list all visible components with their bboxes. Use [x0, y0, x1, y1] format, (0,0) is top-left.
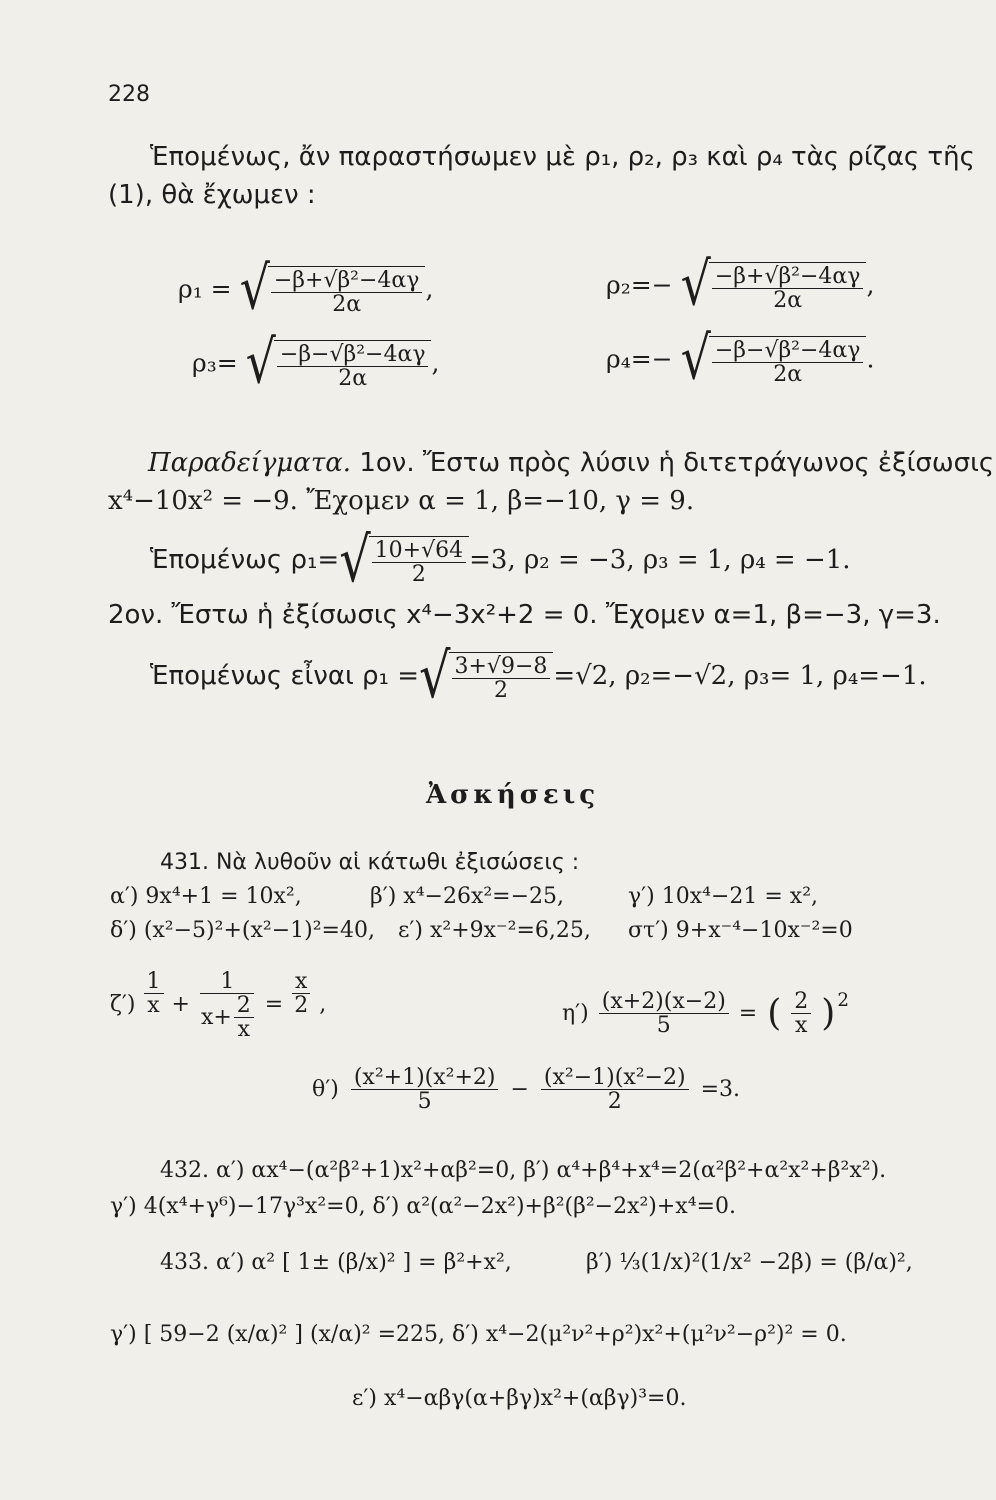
zeta-frac2-num: 1: [200, 970, 254, 994]
root-rho3: [192, 328, 440, 398]
rho2-radical: √ $\frac{\text{−β+√β²−4αγ}}{2\alpha}$: [681, 262, 867, 312]
example2-result-suffix: =√2, ρ₂=−√2, ρ₃= 1, ρ₄=−1.: [553, 661, 927, 692]
intro-line-2: (1), θὰ ἔχωμεν :: [108, 180, 316, 210]
example2-denominator: 2: [493, 678, 508, 704]
zeta-frac2-den: [198, 994, 257, 1041]
example2-result: [150, 639, 927, 712]
zeta-plus: +: [171, 992, 190, 1017]
example2-numerator: 3+√9−8: [452, 655, 551, 679]
zeta-inner-frac: [234, 994, 254, 1041]
rho2-fraction: [712, 265, 864, 312]
rho4-denominator: 2α: [773, 362, 803, 388]
example1-result-prefix: Ἑπομένως ρ₁=: [150, 545, 340, 576]
ex431-theta: [312, 1066, 740, 1113]
rho1-comma: ,: [425, 274, 434, 304]
rho3-comma: ,: [431, 348, 440, 378]
theta-frac1-den: 5: [417, 1089, 432, 1115]
example2-fraction: [452, 655, 551, 702]
zeta-frac1: [144, 970, 164, 1017]
eta-num: (x+2)(x−2): [599, 990, 729, 1014]
root-rho2: [606, 250, 875, 320]
zeta-frac3: [291, 970, 311, 1017]
example2-line: 2ον. Ἔστω ἡ ἐξίσωσις x⁴−3x²+2 = 0. Ἔχομεν α=1, β=−3, γ=3.: [108, 600, 941, 630]
ex433-b: β′) ⅓(1/x)²(1/x² −2β) = (β/α)²,: [586, 1250, 913, 1275]
eta-frac: [599, 990, 729, 1037]
rho4-label: ρ₄=−: [606, 344, 673, 374]
eta-eq: =: [738, 1001, 758, 1027]
example2-result-prefix: Ἑπομένως εἶναι ρ₁ =: [150, 661, 420, 692]
ex433-e: ε′) x⁴−αβγ(α+βγ)x²+(αβγ)³=0.: [352, 1386, 687, 1411]
rho2-label: ρ₂=−: [606, 270, 673, 300]
example1-result: [150, 523, 851, 596]
rho1-radical: √ $\frac{\text{−β+√β²−4αγ}}{2\alpha}$: [240, 266, 426, 316]
intro-line-1: Ἑπομένως, ἄν παραστήσωμεν μὲ ρ₁, ρ₂, ρ₃ καὶ ρ₄ τὰς ρίζας τῆς: [150, 142, 975, 172]
ex431-d: δ′) (x²−5)²+(x²−1)²=40,: [110, 918, 375, 943]
ex431-a: α′) 9x⁴+1 = 10x²,: [110, 884, 302, 909]
rho3-denominator: 2α: [338, 366, 368, 392]
root-rho4: [606, 324, 875, 394]
theta-frac1-num: (x²+1)(x²+2): [351, 1066, 499, 1090]
examples-heading: Παραδείγματα.: [148, 448, 352, 478]
zeta-eq: =: [264, 992, 284, 1017]
ex431-st: στ′) 9+x⁻⁴−10x⁻²=0: [628, 918, 853, 943]
ex433-a: 433. α′) α² [ 1± (β/x)² ] = β²+x²,: [160, 1250, 512, 1275]
rho3-label: ρ₃=: [192, 348, 238, 378]
page-number: 228: [108, 82, 150, 107]
zeta-frac3-num: x: [292, 970, 310, 994]
eta-paren-close: ): [821, 993, 836, 1035]
zeta-frac1-den: x: [147, 993, 160, 1019]
root-rho1: [178, 254, 434, 324]
eta-frac2-num: 2: [791, 990, 811, 1014]
theta-label: θ′): [312, 1077, 339, 1103]
ex432-line-1: 432. α′) αx⁴−(α²β²+1)x²+αβ²=0, β′) α⁴+β⁴+x⁴=2(α²β²+α²x²+β²x²).: [160, 1158, 887, 1183]
example2-radical: √ $\frac{3+√9-8}{2}$: [419, 652, 553, 702]
ex432-line-2: γ′) 4(x⁴+γ⁶)−17γ³x²=0, δ′) α²(α²−2x²)+β²(β²−2x²)+x⁴=0.: [110, 1194, 736, 1219]
example1-fraction: [372, 539, 466, 586]
ex431-c: γ′) 10x⁴−21 = x²,: [628, 884, 819, 909]
zeta-comma: ,: [319, 992, 327, 1017]
rho1-numerator: −β+√β²−4αγ: [271, 269, 423, 293]
rho4-numerator: −β−√β²−4αγ: [712, 339, 864, 363]
ex431-intro: 431. Νὰ λυθοῦν αἱ κάτωθι ἐξισώσεις :: [160, 850, 580, 875]
theta-frac2-num: (x²−1)(x²−2): [541, 1066, 689, 1090]
theta-minus: −: [510, 1077, 529, 1103]
zeta-label: ζ′): [110, 992, 136, 1017]
theta-frac2: [541, 1066, 689, 1113]
ex431-eta: [562, 990, 849, 1037]
rho2-denominator: 2α: [773, 288, 803, 314]
zeta-den-left: x+: [200, 1005, 232, 1031]
ex433-c: γ′) [ 59−2 (x/α)² ] (x/α)² =225, δ′) x⁴−2(μ²ν²+ρ²)x²+(μ²ν²−ρ²)² = 0.: [110, 1322, 847, 1347]
zeta-inner-den: x: [237, 1017, 250, 1043]
rho3-numerator: −β−√β²−4αγ: [277, 343, 429, 367]
rho4-period: .: [866, 344, 875, 374]
eta-label: η′): [562, 1001, 589, 1027]
exercises-heading: Ἀσκήσεις: [426, 780, 600, 810]
rho1-fraction: [271, 269, 423, 316]
zeta-inner-num: 2: [234, 994, 254, 1018]
zeta-frac2: [198, 970, 257, 1041]
rho3-radical: √ $\frac{\text{−β−√β²−4αγ}}{2\alpha}$: [246, 340, 432, 390]
ex431-b: β′) x⁴−26x²=−25,: [370, 884, 565, 909]
eta-den: 5: [656, 1013, 671, 1039]
zeta-frac3-den: 2: [294, 993, 309, 1019]
rho1-label: ρ₁ =: [178, 274, 232, 304]
example1-numerator: 10+√64: [372, 539, 466, 563]
example1-intro: 1ον. Ἔστω πρὸς λύσιν ἡ διτετράγωνος ἐξίσωσις: [359, 448, 995, 478]
rho4-fraction: [712, 339, 864, 386]
eta-frac2-den: x: [795, 1013, 808, 1039]
example1-radical: √ $\frac{10+√64}{2}$: [339, 536, 469, 586]
theta-rhs: =3.: [700, 1077, 741, 1103]
theta-frac1: [351, 1066, 499, 1113]
rho4-radical: √ $\frac{\text{−β−√β²−4αγ}}{2\alpha}$: [681, 336, 867, 386]
rho2-comma: ,: [866, 270, 875, 300]
rho2-numerator: −β+√β²−4αγ: [712, 265, 864, 289]
eta-frac2: [791, 990, 811, 1037]
examples-line-1: [148, 448, 994, 478]
theta-frac2-den: 2: [607, 1089, 622, 1115]
eta-exponent: 2: [837, 990, 849, 1011]
rho1-denominator: 2α: [332, 292, 362, 318]
example1-equation: x⁴−10x² = −9. Ἔχομεν α = 1, β=−10, γ = 9.: [108, 486, 695, 516]
eta-paren-open: (: [767, 993, 782, 1035]
example1-denominator: 2: [411, 562, 426, 588]
zeta-frac1-num: 1: [144, 970, 164, 994]
ex431-e: ε′) x²+9x⁻²=6,25,: [398, 918, 591, 943]
rho3-fraction: [277, 343, 429, 390]
example1-result-suffix: =3, ρ₂ = −3, ρ₃ = 1, ρ₄ = −1.: [469, 545, 851, 576]
ex431-zeta: [110, 970, 326, 1041]
